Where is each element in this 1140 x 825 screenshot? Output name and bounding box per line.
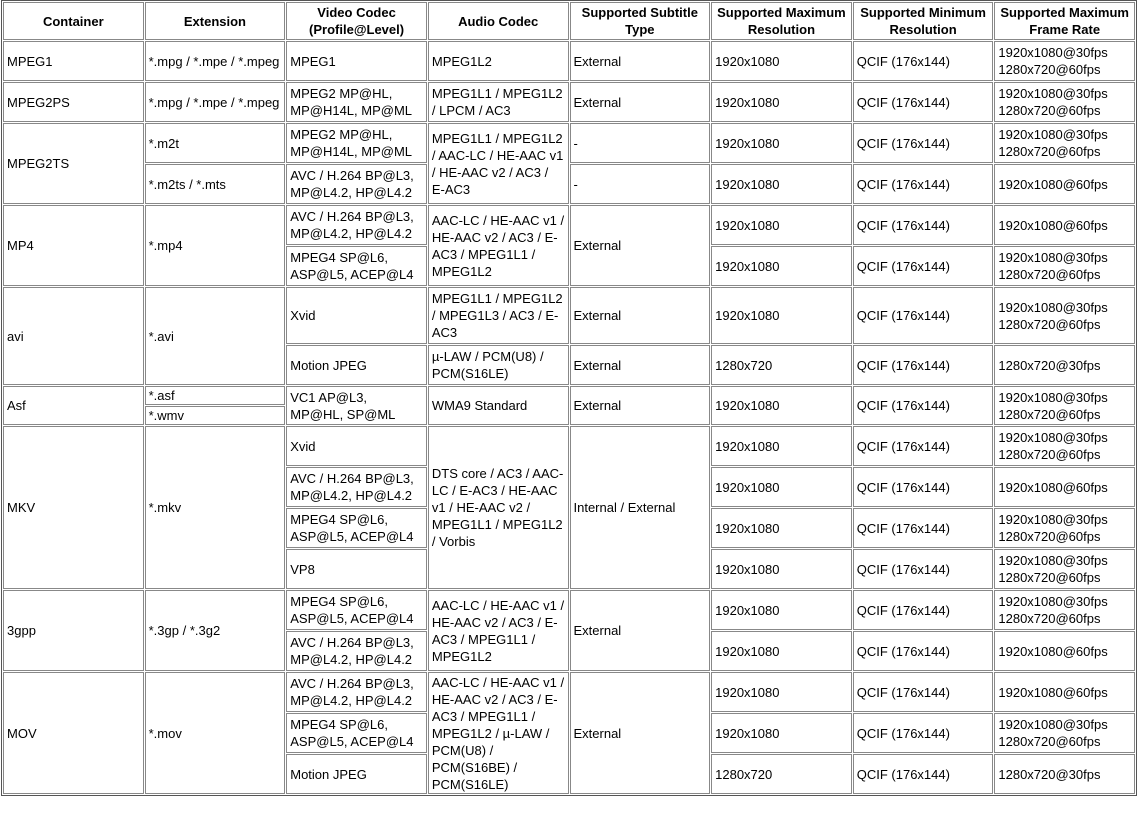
table-cell: 1920x1080@30fps 1280x720@60fps — [994, 386, 1135, 425]
table-cell: MPEG4 SP@L6, ASP@L5, ACEP@L4 — [286, 246, 427, 286]
table-cell: *.m2ts / *.mts — [145, 164, 286, 204]
table-cell: 1920x1080@60fps — [994, 631, 1135, 671]
table-cell: AAC-LC / HE-AAC v1 / HE-AAC v2 / AC3 / E-AC3 / MPEG1L1 / MPEG1L2 — [428, 205, 569, 286]
table-row — [3, 123, 1135, 163]
table-cell: 1920x1080@30fps 1280x720@60fps — [994, 426, 1135, 466]
table-cell: Asf — [3, 386, 144, 425]
table-cell: MKV — [3, 426, 144, 589]
table-cell: AVC / H.264 BP@L3, MP@L4.2, HP@L4.2 — [286, 631, 427, 671]
table-cell: 1920x1080 — [711, 631, 852, 671]
table-cell: - — [570, 164, 711, 204]
table-cell: QCIF (176x144) — [853, 345, 994, 385]
table-cell: QCIF (176x144) — [853, 287, 994, 344]
table-cell: 1920x1080 — [711, 590, 852, 630]
table-cell: MPEG1 — [3, 41, 144, 81]
table-cell: 1280x720 — [711, 754, 852, 794]
table-cell: - — [570, 123, 711, 163]
header-max-frame-rate: Supported Maximum Frame Rate — [994, 2, 1135, 40]
table-cell: 3gpp — [3, 590, 144, 671]
table-cell: *.3gp / *.3g2 — [145, 590, 286, 671]
table-cell: 1920x1080 — [711, 164, 852, 204]
table-cell: AVC / H.264 BP@L3, MP@L4.2, HP@L4.2 — [286, 467, 427, 507]
table-cell: MPEG4 SP@L6, ASP@L5, ACEP@L4 — [286, 590, 427, 630]
header-video-codec: Video Codec (Profile@Level) — [286, 2, 427, 40]
table-row — [3, 287, 1135, 344]
table-cell: 1920x1080 — [711, 41, 852, 81]
table-cell: MPEG4 SP@L6, ASP@L5, ACEP@L4 — [286, 713, 427, 753]
table-cell: MPEG2 MP@HL, MP@H14L, MP@ML — [286, 123, 427, 163]
table-cell: *.mkv — [145, 426, 286, 589]
table-cell: AAC-LC / HE-AAC v1 / HE-AAC v2 / AC3 / E-AC3 / MPEG1L1 / MPEG1L2 / µ-LAW / PCM(U8) / PCM(S16BE) / PCM(S16LE) — [428, 672, 569, 794]
table-cell: Xvid — [286, 287, 427, 344]
table-cell: 1920x1080@30fps 1280x720@60fps — [994, 41, 1135, 81]
table-cell: QCIF (176x144) — [853, 590, 994, 630]
table-cell: 1920x1080 — [711, 246, 852, 286]
header-row — [3, 2, 1135, 40]
header-extension: Extension — [145, 2, 286, 40]
table-cell: 1280x720@30fps — [994, 754, 1135, 794]
table-row — [3, 41, 1135, 81]
table-cell: QCIF (176x144) — [853, 386, 994, 425]
table-cell: MPEG1 — [286, 41, 427, 81]
table-cell: 1920x1080@30fps 1280x720@60fps — [994, 246, 1135, 286]
table-cell: QCIF (176x144) — [853, 754, 994, 794]
table-cell: DTS core / AC3 / AAC-LC / E-AC3 / HE-AAC v1 / HE-AAC v2 / MPEG1L1 / MPEG1L2 / Vorbis — [428, 426, 569, 589]
table-row — [3, 426, 1135, 466]
table-cell: 1920x1080@30fps 1280x720@60fps — [994, 287, 1135, 344]
table-cell: MP4 — [3, 205, 144, 286]
table-cell: External — [570, 672, 711, 794]
table-cell: MPEG2TS — [3, 123, 144, 204]
table-cell: VP8 — [286, 549, 427, 589]
table-cell: QCIF (176x144) — [853, 123, 994, 163]
header-min-resolution: Supported Minimum Resolution — [853, 2, 994, 40]
codec-support-table — [1, 0, 1137, 796]
table-cell: WMA9 Standard — [428, 386, 569, 425]
table-cell: External — [570, 41, 711, 81]
table-cell: External — [570, 345, 711, 385]
table-cell: *.wmv — [145, 406, 286, 425]
table-cell: QCIF (176x144) — [853, 631, 994, 671]
table-cell: 1920x1080@30fps 1280x720@60fps — [994, 123, 1135, 163]
table-cell: *.mov — [145, 672, 286, 794]
table-cell: QCIF (176x144) — [853, 672, 994, 712]
header-max-resolution: Supported Maximum Resolution — [711, 2, 852, 40]
table-cell: MPEG4 SP@L6, ASP@L5, ACEP@L4 — [286, 508, 427, 548]
table-body — [3, 41, 1135, 794]
table-cell: 1920x1080 — [711, 508, 852, 548]
table-cell: VC1 AP@L3, MP@HL, SP@ML — [286, 386, 427, 425]
table-cell: QCIF (176x144) — [853, 549, 994, 589]
table-cell: Xvid — [286, 426, 427, 466]
table-cell: 1920x1080 — [711, 123, 852, 163]
table-cell: 1920x1080 — [711, 205, 852, 245]
table-cell: 1920x1080 — [711, 467, 852, 507]
header-audio-codec: Audio Codec — [428, 2, 569, 40]
table-cell: 1920x1080@30fps 1280x720@60fps — [994, 508, 1135, 548]
table-cell: QCIF (176x144) — [853, 205, 994, 245]
table-cell: MPEG2 MP@HL, MP@H14L, MP@ML — [286, 82, 427, 122]
table-cell: MPEG1L1 / MPEG1L2 / AAC-LC / HE-AAC v1 / HE-AAC v2 / AC3 / E-AC3 — [428, 123, 569, 204]
table-cell: QCIF (176x144) — [853, 426, 994, 466]
table-cell: 1920x1080 — [711, 82, 852, 122]
table-cell: *.avi — [145, 287, 286, 385]
table-cell: avi — [3, 287, 144, 385]
table-cell: 1920x1080@30fps 1280x720@60fps — [994, 549, 1135, 589]
table-cell: MOV — [3, 672, 144, 794]
table-cell: QCIF (176x144) — [853, 41, 994, 81]
table-row — [3, 386, 1135, 405]
table-cell: QCIF (176x144) — [853, 467, 994, 507]
table-cell: *.mpg / *.mpe / *.mpeg — [145, 41, 286, 81]
table-cell: External — [570, 386, 711, 425]
table-cell: AVC / H.264 BP@L3, MP@L4.2, HP@L4.2 — [286, 164, 427, 204]
table-row — [3, 590, 1135, 630]
table-cell: *.mp4 — [145, 205, 286, 286]
table-cell: QCIF (176x144) — [853, 713, 994, 753]
table-cell: MPEG1L1 / MPEG1L2 / MPEG1L3 / AC3 / E-AC3 — [428, 287, 569, 344]
table-cell: MPEG1L1 / MPEG1L2 / LPCM / AC3 — [428, 82, 569, 122]
table-cell: 1280x720 — [711, 345, 852, 385]
table-cell: 1920x1080@60fps — [994, 164, 1135, 204]
table-cell: µ-LAW / PCM(U8) / PCM(S16LE) — [428, 345, 569, 385]
table-cell: MPEG2PS — [3, 82, 144, 122]
table-cell: 1920x1080@60fps — [994, 205, 1135, 245]
table-row — [3, 164, 1135, 204]
table-row — [3, 82, 1135, 122]
table-cell: External — [570, 590, 711, 671]
table-cell: QCIF (176x144) — [853, 164, 994, 204]
table-cell: *.mpg / *.mpe / *.mpeg — [145, 82, 286, 122]
table-cell: AVC / H.264 BP@L3, MP@L4.2, HP@L4.2 — [286, 672, 427, 712]
table-cell: 1920x1080@30fps 1280x720@60fps — [994, 713, 1135, 753]
table-cell: AVC / H.264 BP@L3, MP@L4.2, HP@L4.2 — [286, 205, 427, 245]
table-cell: QCIF (176x144) — [853, 246, 994, 286]
table-cell: External — [570, 82, 711, 122]
table-cell: 1920x1080 — [711, 672, 852, 712]
table-cell: Internal / External — [570, 426, 711, 589]
table-cell: 1280x720@30fps — [994, 345, 1135, 385]
table-row — [3, 205, 1135, 245]
table-cell: QCIF (176x144) — [853, 82, 994, 122]
header-container: Container — [3, 2, 144, 40]
header-subtitle-type: Supported Subtitle Type — [570, 2, 711, 40]
table-row — [3, 672, 1135, 712]
table-cell: 1920x1080 — [711, 549, 852, 589]
table-cell: 1920x1080 — [711, 287, 852, 344]
table-cell: 1920x1080@60fps — [994, 672, 1135, 712]
table-cell: 1920x1080@30fps 1280x720@60fps — [994, 82, 1135, 122]
table-cell: *.asf — [145, 386, 286, 405]
table-cell: 1920x1080 — [711, 713, 852, 753]
table-cell: MPEG1L2 — [428, 41, 569, 81]
table-cell: Motion JPEG — [286, 754, 427, 794]
table-cell: 1920x1080 — [711, 426, 852, 466]
table-cell: *.m2t — [145, 123, 286, 163]
table-cell: QCIF (176x144) — [853, 508, 994, 548]
table-cell: Motion JPEG — [286, 345, 427, 385]
table-cell: 1920x1080@30fps 1280x720@60fps — [994, 590, 1135, 630]
table-cell: AAC-LC / HE-AAC v1 / HE-AAC v2 / AC3 / E-AC3 / MPEG1L1 / MPEG1L2 — [428, 590, 569, 671]
table-cell: External — [570, 205, 711, 286]
table-cell: 1920x1080 — [711, 386, 852, 425]
table-cell: 1920x1080@60fps — [994, 467, 1135, 507]
table-cell: External — [570, 287, 711, 344]
